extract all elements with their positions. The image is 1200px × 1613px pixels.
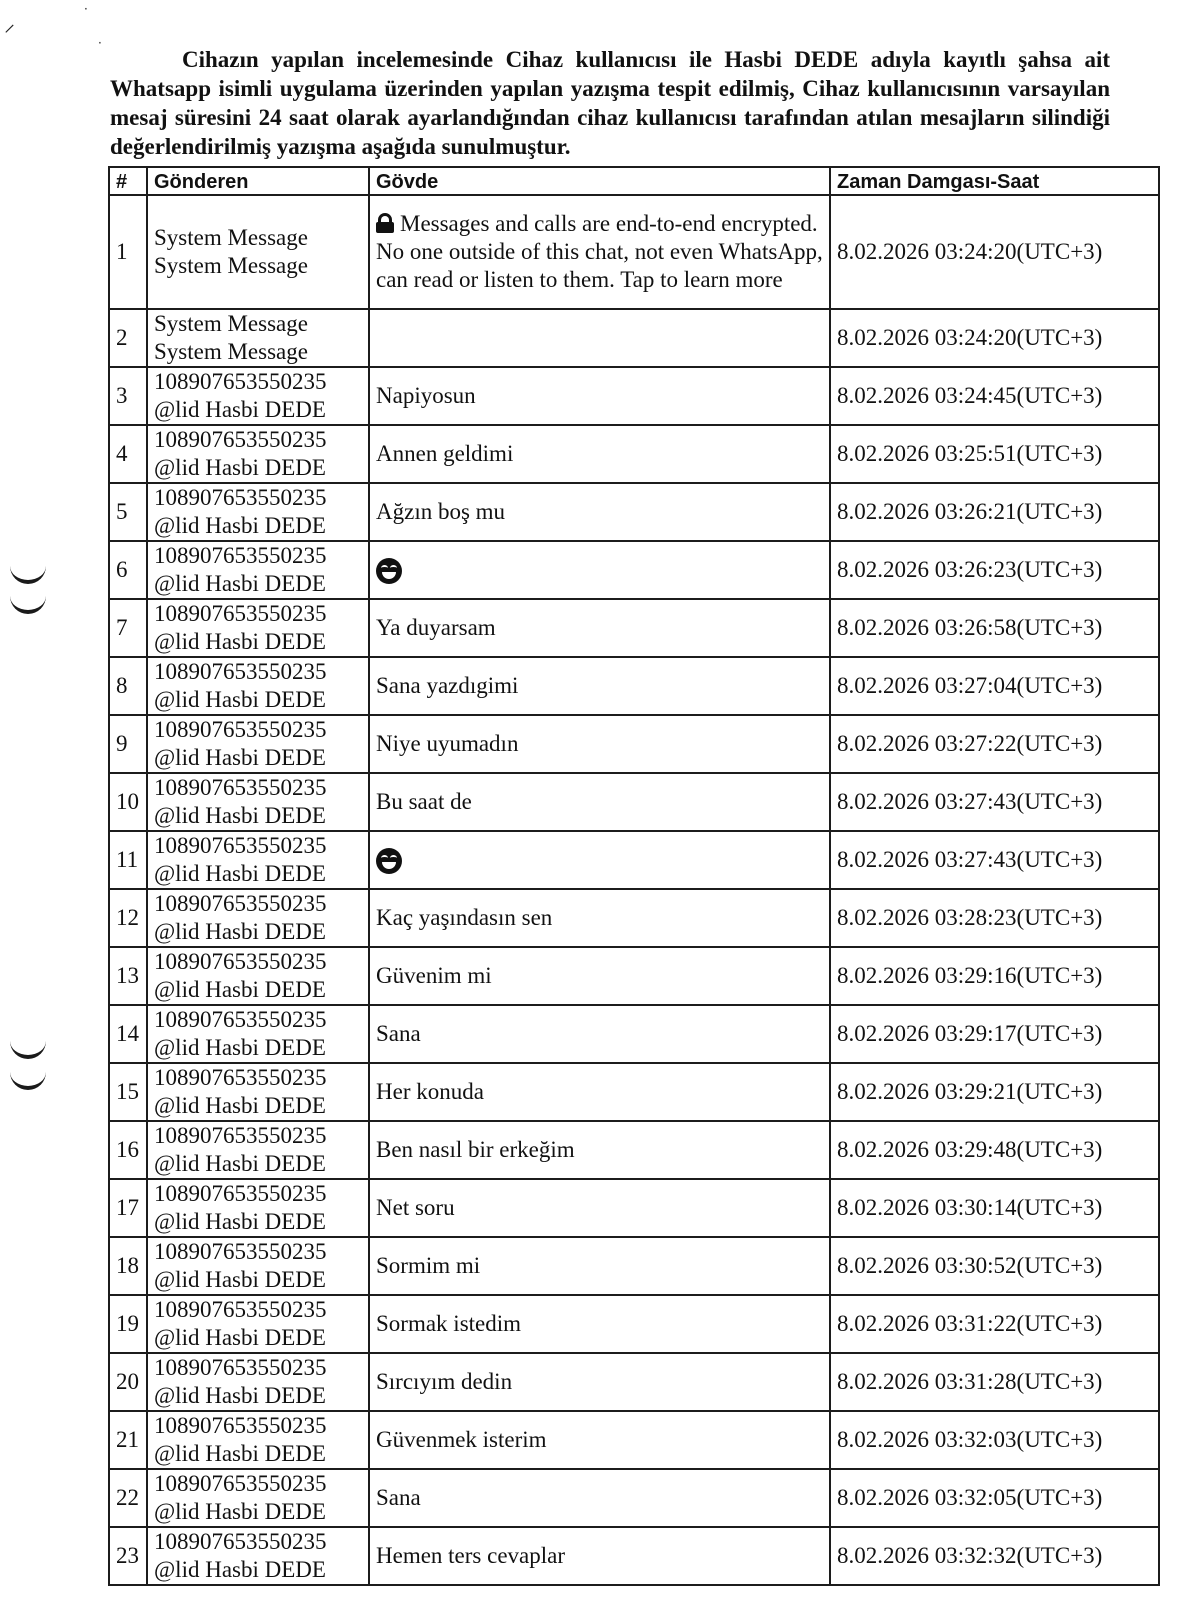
binder-hole-mark (10, 1066, 46, 1090)
sender-line-1: 108907653550235 (154, 949, 327, 974)
row-number: 13 (109, 947, 147, 1005)
timestamp-cell: 8.02.2026 03:27:43(UTC+3) (830, 773, 1159, 831)
table-row (109, 1527, 1159, 1585)
row-number: 23 (109, 1527, 147, 1585)
sender-line-1: 108907653550235 (154, 1181, 327, 1206)
timestamp-cell: 8.02.2026 03:31:28(UTC+3) (830, 1353, 1159, 1411)
row-number: 17 (109, 1179, 147, 1237)
sender-line-1: 108907653550235 (154, 717, 327, 742)
sender-cell (147, 1469, 369, 1527)
message-text: Ağzın boş mu (376, 499, 506, 524)
table-row (109, 1353, 1159, 1411)
sender-line-2: System Message (154, 253, 308, 278)
timestamp-cell: 8.02.2026 03:27:22(UTC+3) (830, 715, 1159, 773)
message-body-cell (369, 1295, 830, 1353)
message-text: Sormim mi (376, 1253, 481, 1278)
sender-cell (147, 599, 369, 657)
timestamp-cell: 8.02.2026 03:30:14(UTC+3) (830, 1179, 1159, 1237)
row-number: 8 (109, 657, 147, 715)
sender-cell (147, 1063, 369, 1121)
timestamp-cell: 8.02.2026 03:24:20(UTC+3) (830, 309, 1159, 367)
sender-line-2: @lid Hasbi DEDE (154, 919, 326, 944)
message-body-cell (369, 773, 830, 831)
sender-cell (147, 715, 369, 773)
binder-hole-mark (10, 560, 46, 584)
sender-cell (147, 309, 369, 367)
message-text: Kaç yaşındasın sen (376, 905, 553, 930)
timestamp-cell: 8.02.2026 03:26:23(UTC+3) (830, 541, 1159, 599)
sender-line-1: 108907653550235 (154, 659, 327, 684)
message-body-cell (369, 1411, 830, 1469)
sender-cell (147, 367, 369, 425)
header-sender: Gönderen (147, 167, 369, 195)
binder-hole-mark (10, 1035, 46, 1059)
scan-speck: · (84, 2, 88, 16)
message-table (108, 166, 1160, 1586)
message-body-cell (369, 1353, 830, 1411)
table-row (109, 831, 1159, 889)
message-body-cell (369, 367, 830, 425)
timestamp-cell: 8.02.2026 03:24:45(UTC+3) (830, 367, 1159, 425)
sender-cell (147, 889, 369, 947)
sender-line-1: 108907653550235 (154, 1239, 327, 1264)
sender-cell (147, 773, 369, 831)
sender-line-2: @lid Hasbi DEDE (154, 803, 326, 828)
sender-line-2: @lid Hasbi DEDE (154, 1209, 326, 1234)
sender-line-1: 108907653550235 (154, 427, 327, 452)
row-number: 9 (109, 715, 147, 773)
sender-cell (147, 425, 369, 483)
message-body-cell (369, 541, 830, 599)
sender-line-1: 108907653550235 (154, 369, 327, 394)
sender-line-1: 108907653550235 (154, 543, 327, 568)
sender-line-2: @lid Hasbi DEDE (154, 687, 326, 712)
table-row (109, 483, 1159, 541)
row-number: 1 (109, 195, 147, 309)
table-row (109, 1005, 1159, 1063)
row-number: 19 (109, 1295, 147, 1353)
table-row (109, 195, 1159, 309)
message-text: Güvenim mi (376, 963, 492, 988)
message-text: Sormak istedim (376, 1311, 522, 1336)
message-text: Hemen ters cevaplar (376, 1543, 566, 1568)
message-text: Her konuda (376, 1079, 484, 1104)
row-number: 18 (109, 1237, 147, 1295)
table-row (109, 1063, 1159, 1121)
message-body-cell (369, 1527, 830, 1585)
message-body-cell (369, 1121, 830, 1179)
header-timestamp: Zaman Damgası-Saat (830, 167, 1159, 195)
table-row (109, 541, 1159, 599)
sender-line-1: 108907653550235 (154, 1297, 327, 1322)
lock-icon (376, 213, 394, 233)
message-body-cell (369, 195, 830, 309)
message-body-cell (369, 889, 830, 947)
timestamp-cell: 8.02.2026 03:26:58(UTC+3) (830, 599, 1159, 657)
sender-cell (147, 1527, 369, 1585)
laughing-emoji-icon (376, 848, 402, 874)
timestamp-cell: 8.02.2026 03:32:03(UTC+3) (830, 1411, 1159, 1469)
sender-line-1: 108907653550235 (154, 775, 327, 800)
table-row (109, 1121, 1159, 1179)
timestamp-cell: 8.02.2026 03:29:21(UTC+3) (830, 1063, 1159, 1121)
message-text: Annen geldimi (376, 441, 514, 466)
timestamp-cell: 8.02.2026 03:32:32(UTC+3) (830, 1527, 1159, 1585)
row-number: 16 (109, 1121, 147, 1179)
sender-line-2: @lid Hasbi DEDE (154, 1499, 326, 1524)
message-body-cell (369, 831, 830, 889)
sender-cell (147, 1005, 369, 1063)
table-row (109, 657, 1159, 715)
table-row (109, 1469, 1159, 1527)
message-body-cell (369, 1469, 830, 1527)
table-row (109, 599, 1159, 657)
table-row (109, 715, 1159, 773)
table-body (109, 195, 1159, 1585)
message-text: Sana (376, 1485, 421, 1510)
sender-line-1: 108907653550235 (154, 485, 327, 510)
message-body-cell (369, 1005, 830, 1063)
message-body-cell (369, 425, 830, 483)
sender-cell (147, 831, 369, 889)
message-text: Sırcıyım dedin (376, 1369, 513, 1394)
sender-line-1: 108907653550235 (154, 1007, 327, 1032)
scan-speck: · (98, 36, 102, 50)
table-row (109, 1179, 1159, 1237)
sender-line-2: @lid Hasbi DEDE (154, 1151, 326, 1176)
sender-line-2: @lid Hasbi DEDE (154, 397, 326, 422)
message-text: Güvenmek isterim (376, 1427, 547, 1452)
sender-line-2: @lid Hasbi DEDE (154, 1557, 326, 1582)
message-body-cell (369, 1179, 830, 1237)
sender-line-1: 108907653550235 (154, 1065, 327, 1090)
sender-line-2: @lid Hasbi DEDE (154, 513, 326, 538)
table-row (109, 367, 1159, 425)
sender-line-1: 108907653550235 (154, 1355, 327, 1380)
sender-line-1: 108907653550235 (154, 1529, 327, 1554)
timestamp-cell: 8.02.2026 03:24:20(UTC+3) (830, 195, 1159, 309)
header-number: # (109, 167, 147, 195)
timestamp-cell: 8.02.2026 03:26:21(UTC+3) (830, 483, 1159, 541)
row-number: 22 (109, 1469, 147, 1527)
sender-line-1: 108907653550235 (154, 1471, 327, 1496)
sender-line-2: @lid Hasbi DEDE (154, 1383, 326, 1408)
message-text: Niye uyumadın (376, 731, 519, 756)
sender-line-2: System Message (154, 339, 308, 364)
table-row (109, 425, 1159, 483)
sender-cell (147, 1179, 369, 1237)
timestamp-cell: 8.02.2026 03:27:43(UTC+3) (830, 831, 1159, 889)
sender-line-2: @lid Hasbi DEDE (154, 1267, 326, 1292)
message-text: Net soru (376, 1195, 455, 1220)
sender-line-1: System Message (154, 311, 308, 336)
sender-line-1: 108907653550235 (154, 1123, 327, 1148)
row-number: 11 (109, 831, 147, 889)
sender-cell (147, 195, 369, 309)
sender-cell (147, 1237, 369, 1295)
message-body-cell (369, 657, 830, 715)
sender-line-2: @lid Hasbi DEDE (154, 1093, 326, 1118)
timestamp-cell: 8.02.2026 03:32:05(UTC+3) (830, 1469, 1159, 1527)
message-body-cell (369, 947, 830, 1005)
binder-hole-mark (10, 590, 46, 614)
row-number: 5 (109, 483, 147, 541)
row-number: 15 (109, 1063, 147, 1121)
sender-line-2: @lid Hasbi DEDE (154, 745, 326, 770)
timestamp-cell: 8.02.2026 03:25:51(UTC+3) (830, 425, 1159, 483)
sender-line-2: @lid Hasbi DEDE (154, 861, 326, 886)
sender-cell (147, 1295, 369, 1353)
intro-paragraph: Cihazın yapılan incelemesinde Cihaz kullanıcısı ile Hasbi DEDE adıyla kayıtlı şahsa ait Whatsapp isimli uygulama üzerinden yapılan yazışma tespit edilmiş, Cihaz kullanıcısının varsayılan mesaj süresini 24 saat olarak ayarlandığından cihaz kullanıcısı tarafından atılan mesajların silindiği değerlendirilmiş yazışma aşağıda sunulmuştur. (110, 47, 1110, 159)
sender-line-1: 108907653550235 (154, 1413, 327, 1438)
timestamp-cell: 8.02.2026 03:30:52(UTC+3) (830, 1237, 1159, 1295)
sender-line-2: @lid Hasbi DEDE (154, 1441, 326, 1466)
message-body-cell (369, 309, 830, 367)
row-number: 10 (109, 773, 147, 831)
row-number: 7 (109, 599, 147, 657)
sender-line-1: 108907653550235 (154, 891, 327, 916)
table-row (109, 773, 1159, 831)
message-text: Sana yazdıgimi (376, 673, 519, 698)
message-text: Sana (376, 1021, 421, 1046)
sender-cell (147, 483, 369, 541)
table-row (109, 1295, 1159, 1353)
sender-line-2: @lid Hasbi DEDE (154, 629, 326, 654)
sender-line-2: @lid Hasbi DEDE (154, 977, 326, 1002)
sender-line-1: 108907653550235 (154, 601, 327, 626)
message-body-cell (369, 599, 830, 657)
timestamp-cell: 8.02.2026 03:29:16(UTC+3) (830, 947, 1159, 1005)
sender-cell (147, 541, 369, 599)
message-body-cell (369, 715, 830, 773)
header-body: Gövde (369, 167, 830, 195)
message-body-cell (369, 1237, 830, 1295)
row-number: 2 (109, 309, 147, 367)
sender-cell (147, 1411, 369, 1469)
scan-speck: ⸝ (4, 12, 16, 37)
sender-cell (147, 947, 369, 1005)
row-number: 3 (109, 367, 147, 425)
row-number: 20 (109, 1353, 147, 1411)
message-text: Bu saat de (376, 789, 472, 814)
sender-line-1: System Message (154, 225, 308, 250)
table-row (109, 1411, 1159, 1469)
sender-line-2: @lid Hasbi DEDE (154, 1035, 326, 1060)
timestamp-cell: 8.02.2026 03:29:48(UTC+3) (830, 1121, 1159, 1179)
message-text: Messages and calls are end-to-end encrypted. No one outside of this chat, not even WhatsApp, can read or listen to them. Tap to learn more (376, 211, 823, 292)
timestamp-cell: 8.02.2026 03:27:04(UTC+3) (830, 657, 1159, 715)
table-row (109, 1237, 1159, 1295)
sender-line-2: @lid Hasbi DEDE (154, 455, 326, 480)
sender-line-1: 108907653550235 (154, 833, 327, 858)
timestamp-cell: 8.02.2026 03:29:17(UTC+3) (830, 1005, 1159, 1063)
sender-line-2: @lid Hasbi DEDE (154, 1325, 326, 1350)
sender-cell (147, 657, 369, 715)
message-text: Napiyosun (376, 383, 476, 408)
laughing-emoji-icon (376, 558, 402, 584)
table-row (109, 889, 1159, 947)
sender-line-2: @lid Hasbi DEDE (154, 571, 326, 596)
row-number: 6 (109, 541, 147, 599)
message-text: Ya duyarsam (376, 615, 496, 640)
table-row (109, 947, 1159, 1005)
row-number: 21 (109, 1411, 147, 1469)
sender-cell (147, 1121, 369, 1179)
timestamp-cell: 8.02.2026 03:28:23(UTC+3) (830, 889, 1159, 947)
row-number: 4 (109, 425, 147, 483)
table-row (109, 309, 1159, 367)
message-text: Ben nasıl bir erkeğim (376, 1137, 575, 1162)
sender-cell (147, 1353, 369, 1411)
table-header-row (109, 167, 1159, 195)
row-number: 12 (109, 889, 147, 947)
row-number: 14 (109, 1005, 147, 1063)
message-body-cell (369, 1063, 830, 1121)
timestamp-cell: 8.02.2026 03:31:22(UTC+3) (830, 1295, 1159, 1353)
message-body-cell (369, 483, 830, 541)
